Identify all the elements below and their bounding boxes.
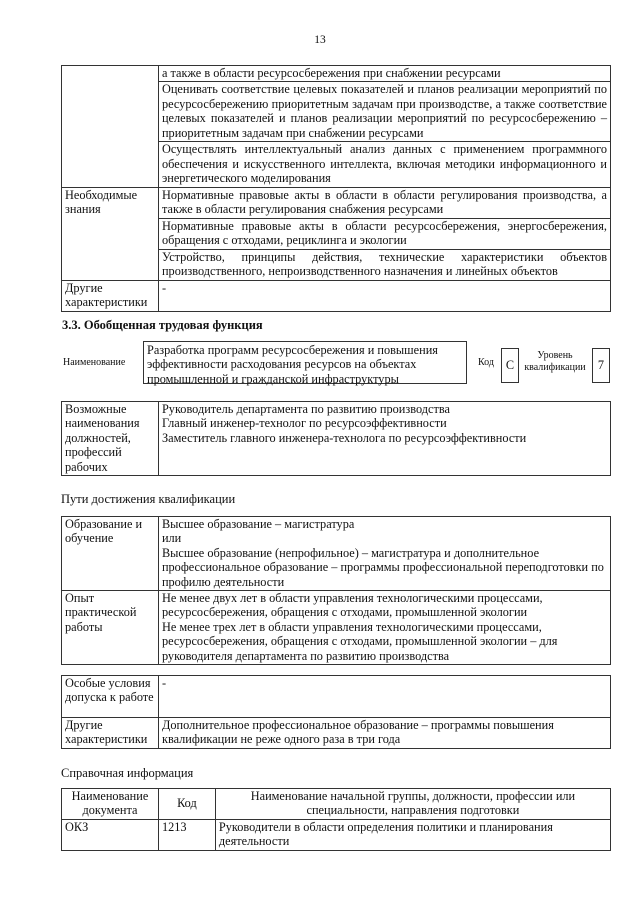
table-cell: - [158, 280, 610, 311]
other-label: Другие характеристики [62, 718, 159, 749]
table-row [62, 591, 611, 665]
level-value: 7 [597, 358, 605, 372]
row-label: Другие характеристики [62, 280, 159, 311]
experience-label: Опыт практической работы [62, 591, 159, 665]
reference-title: Справочная информация [61, 766, 194, 780]
code-box [501, 348, 519, 383]
page-number: 13 [314, 34, 326, 46]
skills-table [61, 65, 611, 312]
paths-title: Пути достижения квалификации [61, 492, 236, 506]
code-value: С [505, 358, 515, 372]
experience-text [158, 591, 610, 665]
table-row [62, 676, 611, 718]
table-row [62, 187, 611, 218]
education-label: Образование и обучение [62, 517, 159, 591]
positions-table [61, 401, 611, 476]
education-text [158, 517, 610, 591]
table-row [62, 402, 611, 476]
table-cell: Нормативные правовые акты в области ресурсосбережения, энергосбережения, обращения с отходами, рециклинга и экологии [158, 218, 610, 249]
text-line: Не менее двух лет в области управления технологическими процессами, ресурсосбережения, обращения с отходами, промышленной экологии [161, 591, 543, 620]
special-value: - [158, 676, 610, 718]
header-cell: Код [158, 789, 215, 820]
table-row [62, 819, 611, 850]
reference-table [61, 788, 611, 851]
code-label: Код [478, 357, 494, 368]
table-cell: Руководители в области определения политики и планирования деятельности [215, 819, 610, 850]
table-cell: Устройство, принципы действия, технические характеристики объектов производственного, непроизводственного назначения и линейных объектов [158, 249, 610, 280]
conditions-table [61, 675, 611, 749]
positions-label: Возможные наименования должностей, профессий рабочих [62, 402, 159, 476]
text-line: Высшее образование – магистратура [161, 517, 355, 531]
function-name-box [143, 341, 467, 384]
row-label [62, 66, 159, 188]
table-cell: а также в области ресурсосбережения при снабжении ресурсами [158, 66, 610, 82]
list-item: Главный инженер-технолог по ресурсоэффективности [161, 416, 447, 431]
row-label: Необходимые знания [62, 187, 159, 280]
section-title: 3.3. Обобщенная трудовая функция [62, 318, 263, 332]
text-line: или [161, 531, 182, 546]
table-cell: 1213 [158, 819, 215, 850]
table-row [62, 718, 611, 749]
function-name: Разработка программ ресурсосбережения и повышения эффективности расходования ресурсов на объектах промышленной и гражданской инфраструктуры [147, 343, 438, 386]
table-row [62, 517, 611, 591]
special-label: Особые условия допуска к работе [62, 676, 159, 718]
list-item: Руководитель департамента по развитию производства [161, 402, 450, 416]
text-line: Не менее трех лет в области управления технологическими процессами, ресурсосбережения, обращения с отходами, промышленной экологии – для руководителя департамента по развитию производства [161, 619, 558, 663]
header-cell: Наименование документа [62, 789, 159, 820]
table-header-row [62, 789, 611, 820]
table-row [62, 280, 611, 311]
other-value: Дополнительное профессиональное образование – программы повышения квалификации не реже одного раза в три года [158, 718, 610, 749]
level-label: Уровень квалификации [524, 350, 586, 373]
header-cell: Наименование начальной группы, должности, профессии или специальности, направления подготовки [215, 789, 610, 820]
table-cell: Оценивать соответствие целевых показателей и планов реализации мероприятий по ресурсосбережению приоритетным задачам при производстве, а также соответствие целевых показателей и планов реализации мероприятий по ресурсосбережению – приоритетным задачам при снабжении ресурсами [158, 82, 610, 142]
text-line: Высшее образование (непрофильное) – магистратура и дополнительное профессиональное образование – программы профессиональной переподготовки по профилю деятельности [161, 545, 604, 589]
paths-table [61, 516, 611, 665]
list-item: Заместитель главного инженера-технолога по ресурсоэффективности [161, 430, 527, 445]
table-cell: Нормативные правовые акты в области в области регулирования производства, а также в области регулирования снабжения ресурсами [158, 187, 610, 218]
table-cell: ОКЗ [62, 819, 159, 850]
positions-list [158, 402, 610, 476]
table-row [62, 66, 611, 82]
level-box [592, 348, 610, 383]
table-cell: Осуществлять интеллектуальный анализ данных с применением программного обеспечения и искусственного интеллекта, включая методики информационного и энергетического моделирования [158, 142, 610, 187]
name-label: Наименование [63, 357, 126, 368]
